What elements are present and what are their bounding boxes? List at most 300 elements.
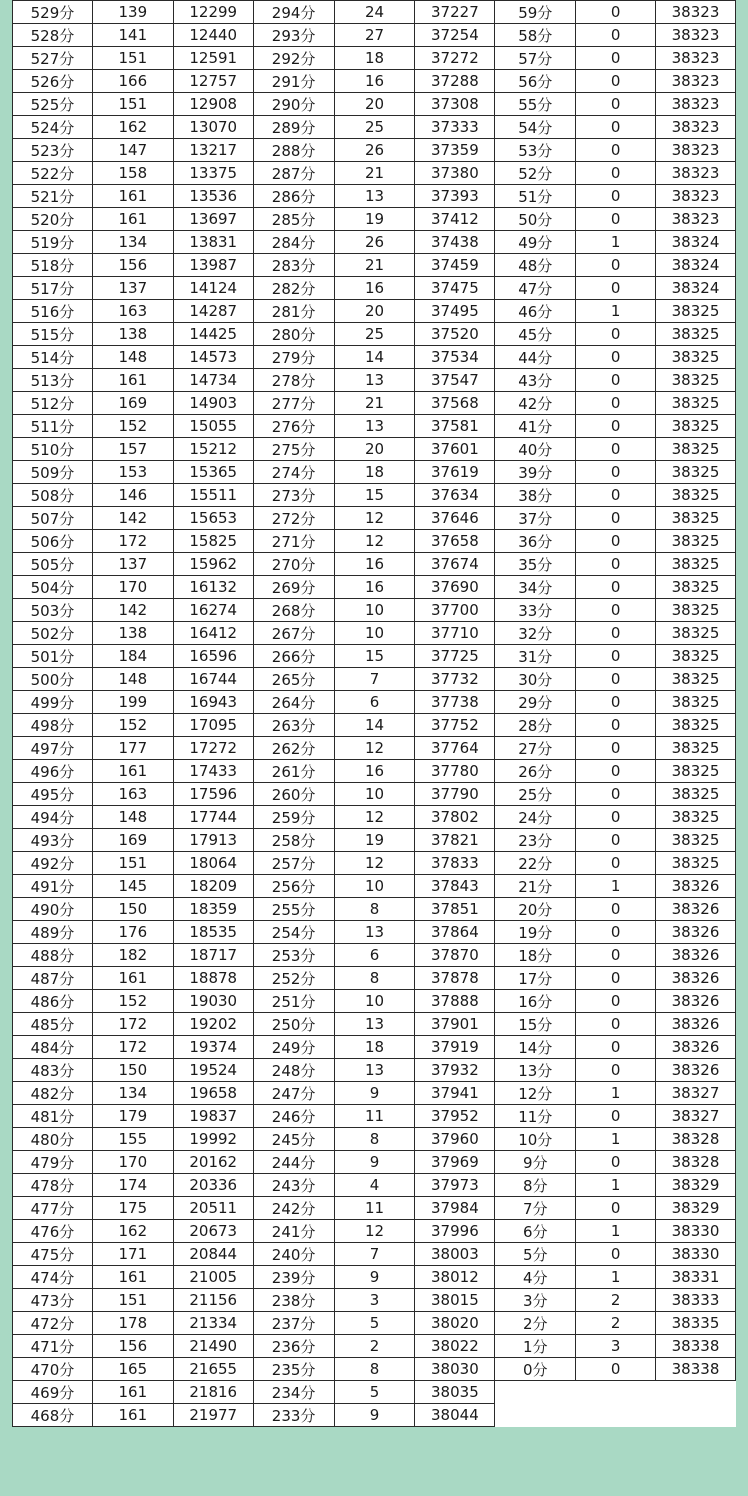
cell-score-c: 54分 <box>495 116 576 139</box>
table-row <box>13 93 736 116</box>
cell-count-a: 163 <box>92 300 173 323</box>
cell-cum-a: 17433 <box>173 760 253 783</box>
table-row <box>13 185 736 208</box>
cell-cum-b: 37821 <box>415 829 495 852</box>
cell-cum-b: 37700 <box>415 599 495 622</box>
cell-score-c: 15分 <box>495 1013 576 1036</box>
cell-cum-c: 38326 <box>656 921 736 944</box>
cell-count-c: 0 <box>576 139 656 162</box>
cell-cum-a: 18209 <box>173 875 253 898</box>
table-row <box>13 231 736 254</box>
cell-score-a: 514分 <box>13 346 93 369</box>
cell-cum-c: 38323 <box>656 208 736 231</box>
cell-score-a: 503分 <box>13 599 93 622</box>
cell-cum-b: 37475 <box>415 277 495 300</box>
cell-count-c: 0 <box>576 1105 656 1128</box>
cell-score-c: 12分 <box>495 1082 576 1105</box>
cell-count-a: 134 <box>92 231 173 254</box>
cell-cum-a: 14734 <box>173 369 253 392</box>
cell-score-c: 11分 <box>495 1105 576 1128</box>
cell-cum-c: 38325 <box>656 553 736 576</box>
cell-count-b: 21 <box>334 392 415 415</box>
cell-count-b: 4 <box>334 1174 415 1197</box>
table-body <box>13 1 736 1427</box>
cell-cum-b: 37412 <box>415 208 495 231</box>
table-row <box>13 116 736 139</box>
cell-cum-b: 38035 <box>415 1381 495 1404</box>
cell-cum-c: 38323 <box>656 24 736 47</box>
table-row <box>13 1197 736 1220</box>
cell-score-b: 235分 <box>253 1358 334 1381</box>
cell-score-c: 35分 <box>495 553 576 576</box>
cell-score-b: 253分 <box>253 944 334 967</box>
cell-count-a: 163 <box>92 783 173 806</box>
cell-count-c: 0 <box>576 852 656 875</box>
cell-count-a: 148 <box>92 806 173 829</box>
cell-cum-a: 15212 <box>173 438 253 461</box>
cell-cum-b: 37634 <box>415 484 495 507</box>
cell-score-a: 491分 <box>13 875 93 898</box>
cell-score-a: 496分 <box>13 760 93 783</box>
cell-count-b: 12 <box>334 530 415 553</box>
cell-count-c: 0 <box>576 277 656 300</box>
cell-score-a: 518分 <box>13 254 93 277</box>
cell-count-c: 0 <box>576 346 656 369</box>
cell-cum-c: 38326 <box>656 1036 736 1059</box>
cell-score-b: 243分 <box>253 1174 334 1197</box>
cell-cum-c: 38330 <box>656 1243 736 1266</box>
cell-count-a: 145 <box>92 875 173 898</box>
cell-cum-b: 37380 <box>415 162 495 185</box>
cell-count-c: 0 <box>576 668 656 691</box>
cell-count-b: 8 <box>334 1128 415 1151</box>
cell-count-b: 16 <box>334 277 415 300</box>
cell-score-a: 490分 <box>13 898 93 921</box>
cell-cum-a: 18717 <box>173 944 253 967</box>
cell-count-b: 10 <box>334 783 415 806</box>
cell-score-c: 18分 <box>495 944 576 967</box>
cell-score-a: 481分 <box>13 1105 93 1128</box>
cell-score-a: 521分 <box>13 185 93 208</box>
cell-score-a: 474分 <box>13 1266 93 1289</box>
cell-cum-a: 13697 <box>173 208 253 231</box>
cell-count-b: 21 <box>334 162 415 185</box>
cell-count-c: 1 <box>576 300 656 323</box>
cell-count-c: 0 <box>576 93 656 116</box>
table-row <box>13 70 736 93</box>
cell-score-c: 45分 <box>495 323 576 346</box>
cell-cum-c: 38325 <box>656 737 736 760</box>
cell-count-c: 0 <box>576 1036 656 1059</box>
cell-score-c: 49分 <box>495 231 576 254</box>
cell-count-c: 1 <box>576 875 656 898</box>
cell-score-c: 9分 <box>495 1151 576 1174</box>
table-row <box>13 1128 736 1151</box>
cell-cum-c: 38328 <box>656 1128 736 1151</box>
cell-count-a: 179 <box>92 1105 173 1128</box>
cell-score-a: 501分 <box>13 645 93 668</box>
cell-cum-a: 20162 <box>173 1151 253 1174</box>
cell-cum-b: 37581 <box>415 415 495 438</box>
cell-score-b: 259分 <box>253 806 334 829</box>
cell-count-b: 25 <box>334 116 415 139</box>
cell-count-c: 0 <box>576 599 656 622</box>
cell-cum-b: 37288 <box>415 70 495 93</box>
cell-cum-b: 37359 <box>415 139 495 162</box>
cell-score-c: 52分 <box>495 162 576 185</box>
cell-score-a: 470分 <box>13 1358 93 1381</box>
cell-count-c: 0 <box>576 645 656 668</box>
cell-score-a: 484分 <box>13 1036 93 1059</box>
cell-score-a: 500分 <box>13 668 93 691</box>
cell-cum-b: 38003 <box>415 1243 495 1266</box>
cell-cum-a: 15365 <box>173 461 253 484</box>
cell-count-b: 14 <box>334 346 415 369</box>
cell-score-a: 515分 <box>13 323 93 346</box>
cell-score-a: 504分 <box>13 576 93 599</box>
cell-cum-c: 38325 <box>656 599 736 622</box>
cell-score-c: 24分 <box>495 806 576 829</box>
cell-score-b: 282分 <box>253 277 334 300</box>
cell-score-b: 252分 <box>253 967 334 990</box>
cell-cum-a: 14573 <box>173 346 253 369</box>
cell-cum-b: 37851 <box>415 898 495 921</box>
cell-cum-c: 38323 <box>656 162 736 185</box>
cell-score-c: 8分 <box>495 1174 576 1197</box>
cell-count-a: 142 <box>92 507 173 530</box>
cell-count-c: 0 <box>576 921 656 944</box>
cell-score-c: 37分 <box>495 507 576 530</box>
cell-cum-a: 19030 <box>173 990 253 1013</box>
cell-score-c: 23分 <box>495 829 576 852</box>
table-row <box>13 714 736 737</box>
cell-count-a: 152 <box>92 714 173 737</box>
cell-score-b: 267分 <box>253 622 334 645</box>
cell-cum-c: 38323 <box>656 47 736 70</box>
cell-cum-b: 37870 <box>415 944 495 967</box>
cell-score-c: 1分 <box>495 1335 576 1358</box>
cell-cum-b: 37952 <box>415 1105 495 1128</box>
cell-count-b: 10 <box>334 622 415 645</box>
cell-cum-a: 13217 <box>173 139 253 162</box>
cell-count-c: 0 <box>576 1059 656 1082</box>
cell-score-b: 283分 <box>253 254 334 277</box>
cell-cum-b: 37960 <box>415 1128 495 1151</box>
cell-score-c: 10分 <box>495 1128 576 1151</box>
cell-score-c: 4分 <box>495 1266 576 1289</box>
cell-score-c: 2分 <box>495 1312 576 1335</box>
cell-cum-c: 38325 <box>656 507 736 530</box>
cell-score-c: 47分 <box>495 277 576 300</box>
cell-cum-c: 38325 <box>656 392 736 415</box>
cell-score-b: 257分 <box>253 852 334 875</box>
table-row <box>13 1358 736 1381</box>
cell-count-b: 12 <box>334 806 415 829</box>
cell-score-c: 56分 <box>495 70 576 93</box>
cell-score-a: 527分 <box>13 47 93 70</box>
cell-cum-a: 21655 <box>173 1358 253 1381</box>
cell-count-a: 184 <box>92 645 173 668</box>
cell-count-c: 0 <box>576 438 656 461</box>
cell-cum-c: 38328 <box>656 1151 736 1174</box>
cell-score-a: 519分 <box>13 231 93 254</box>
cell-cum-b: 37495 <box>415 300 495 323</box>
cell-score-a: 477分 <box>13 1197 93 1220</box>
cell-cum-b: 37438 <box>415 231 495 254</box>
table-row <box>13 1312 736 1335</box>
cell-score-a: 506分 <box>13 530 93 553</box>
cell-count-b: 8 <box>334 898 415 921</box>
cell-score-b: 244分 <box>253 1151 334 1174</box>
cell-cum-b: 37864 <box>415 921 495 944</box>
cell-cum-a: 18535 <box>173 921 253 944</box>
cell-score-a: 508分 <box>13 484 93 507</box>
cell-cum-a: 13070 <box>173 116 253 139</box>
cell-score-c: 34分 <box>495 576 576 599</box>
cell-score-a: 493分 <box>13 829 93 852</box>
cell-count-c: 0 <box>576 553 656 576</box>
score-distribution-sheet <box>12 0 736 1486</box>
cell-score-a: 511分 <box>13 415 93 438</box>
cell-count-a: 138 <box>92 622 173 645</box>
cell-cum-a: 19524 <box>173 1059 253 1082</box>
cell-score-b: 289分 <box>253 116 334 139</box>
cell-count-a: 176 <box>92 921 173 944</box>
cell-score-b: 293分 <box>253 24 334 47</box>
table-row <box>13 990 736 1013</box>
cell-count-b: 9 <box>334 1082 415 1105</box>
cell-score-c: 6分 <box>495 1220 576 1243</box>
cell-score-c: 21分 <box>495 875 576 898</box>
cell-count-c: 2 <box>576 1289 656 1312</box>
cell-count-b: 21 <box>334 254 415 277</box>
cell-cum-b: 38020 <box>415 1312 495 1335</box>
cell-count-b: 14 <box>334 714 415 737</box>
cell-cum-c: 38323 <box>656 1 736 24</box>
cell-cum-c: 38325 <box>656 346 736 369</box>
cell-score-a: 510分 <box>13 438 93 461</box>
table-row <box>13 1 736 24</box>
cell-cum-a: 14425 <box>173 323 253 346</box>
table-row <box>13 967 736 990</box>
table-row <box>13 415 736 438</box>
cell-cum-b: 37333 <box>415 116 495 139</box>
cell-score-c: 3分 <box>495 1289 576 1312</box>
cell-cum-a: 20511 <box>173 1197 253 1220</box>
cell-count-c: 0 <box>576 507 656 530</box>
cell-score-b: 245分 <box>253 1128 334 1151</box>
cell-cum-b: 37901 <box>415 1013 495 1036</box>
table-row <box>13 162 736 185</box>
cell-count-c: 0 <box>576 1358 656 1381</box>
cell-cum-b: 37932 <box>415 1059 495 1082</box>
cell-score-b: 294分 <box>253 1 334 24</box>
cell-score-b: 263分 <box>253 714 334 737</box>
cell-score-b: 261分 <box>253 760 334 783</box>
cell-cum-b: 37996 <box>415 1220 495 1243</box>
cell-count-b: 26 <box>334 139 415 162</box>
cell-score-a: 512分 <box>13 392 93 415</box>
cell-score-b: 238分 <box>253 1289 334 1312</box>
table-row <box>13 944 736 967</box>
cell-count-b: 7 <box>334 1243 415 1266</box>
cell-score-a: 520分 <box>13 208 93 231</box>
table-row <box>13 737 736 760</box>
cell-score-c: 16分 <box>495 990 576 1013</box>
cell-cum-a: 20844 <box>173 1243 253 1266</box>
cell-count-a: 156 <box>92 254 173 277</box>
cell-count-c: 0 <box>576 461 656 484</box>
cell-cum-c: 38325 <box>656 852 736 875</box>
cell-count-a: 174 <box>92 1174 173 1197</box>
cell-score-c: 19分 <box>495 921 576 944</box>
table-row <box>13 47 736 70</box>
cell-count-b: 6 <box>334 691 415 714</box>
cell-cum-c: 38338 <box>656 1335 736 1358</box>
cell-count-c: 0 <box>576 47 656 70</box>
cell-cum-a: 12591 <box>173 47 253 70</box>
cell-count-c: 0 <box>576 967 656 990</box>
cell-score-b: 284分 <box>253 231 334 254</box>
cell-cum-c: 38323 <box>656 93 736 116</box>
table-row <box>13 139 736 162</box>
cell-cum-a: 17744 <box>173 806 253 829</box>
cell-score-c: 27分 <box>495 737 576 760</box>
cell-cum-a: 17913 <box>173 829 253 852</box>
cell-count-b: 12 <box>334 1220 415 1243</box>
cell-count-c: 0 <box>576 737 656 760</box>
cell-score-b: 281分 <box>253 300 334 323</box>
table-row <box>13 507 736 530</box>
cell-cum-a: 16943 <box>173 691 253 714</box>
cell-count-b: 20 <box>334 300 415 323</box>
cell-count-a: 165 <box>92 1358 173 1381</box>
table-row <box>13 1059 736 1082</box>
cell-count-a: 161 <box>92 760 173 783</box>
cell-score-a: 499分 <box>13 691 93 714</box>
table-row <box>13 346 736 369</box>
cell-cum-b: 37878 <box>415 967 495 990</box>
cell-cum-c: 38326 <box>656 1059 736 1082</box>
cell-score-b: 276分 <box>253 415 334 438</box>
cell-cum-a: 21977 <box>173 1404 253 1427</box>
cell-cum-c: 38338 <box>656 1358 736 1381</box>
cell-score-a: 486分 <box>13 990 93 1013</box>
cell-count-b: 24 <box>334 1 415 24</box>
cell-count-b: 27 <box>334 24 415 47</box>
cell-score-a: 513分 <box>13 369 93 392</box>
cell-score-c: 46分 <box>495 300 576 323</box>
cell-score-c: 40分 <box>495 438 576 461</box>
cell-cum-a: 19202 <box>173 1013 253 1036</box>
cell-score-c: 20分 <box>495 898 576 921</box>
cell-score-b: 278分 <box>253 369 334 392</box>
cell-count-a: 134 <box>92 1082 173 1105</box>
cell-cum-c <box>656 1404 736 1427</box>
cell-count-a: 152 <box>92 990 173 1013</box>
cell-score-a: 487分 <box>13 967 93 990</box>
cell-count-b: 11 <box>334 1105 415 1128</box>
cell-score-a: 494分 <box>13 806 93 829</box>
table-row <box>13 1404 736 1427</box>
cell-count-b: 19 <box>334 829 415 852</box>
table-row <box>13 898 736 921</box>
cell-cum-a: 12299 <box>173 1 253 24</box>
cell-cum-c: 38323 <box>656 185 736 208</box>
cell-count-b: 10 <box>334 599 415 622</box>
cell-count-b: 13 <box>334 185 415 208</box>
cell-count-c: 0 <box>576 622 656 645</box>
cell-count-a: 152 <box>92 415 173 438</box>
table-row <box>13 1243 736 1266</box>
cell-score-a: 480分 <box>13 1128 93 1151</box>
cell-count-a: 151 <box>92 1289 173 1312</box>
cell-count-b: 15 <box>334 645 415 668</box>
cell-cum-b: 37619 <box>415 461 495 484</box>
cell-count-c: 0 <box>576 116 656 139</box>
cell-count-b: 18 <box>334 47 415 70</box>
cell-cum-a: 21156 <box>173 1289 253 1312</box>
cell-score-b: 266分 <box>253 645 334 668</box>
table-row <box>13 691 736 714</box>
cell-score-c: 55分 <box>495 93 576 116</box>
cell-cum-c: 38335 <box>656 1312 736 1335</box>
cell-count-b: 15 <box>334 484 415 507</box>
cell-score-c: 29分 <box>495 691 576 714</box>
cell-cum-b: 37941 <box>415 1082 495 1105</box>
cell-count-c <box>576 1404 656 1427</box>
cell-cum-b: 37534 <box>415 346 495 369</box>
cell-score-b: 265分 <box>253 668 334 691</box>
cell-score-a: 483分 <box>13 1059 93 1082</box>
cell-cum-b: 37725 <box>415 645 495 668</box>
cell-cum-a: 18878 <box>173 967 253 990</box>
cell-score-c: 58分 <box>495 24 576 47</box>
cell-score-a: 472分 <box>13 1312 93 1335</box>
table-row <box>13 829 736 852</box>
cell-count-c: 0 <box>576 1197 656 1220</box>
cell-cum-b: 37780 <box>415 760 495 783</box>
cell-score-b: 279分 <box>253 346 334 369</box>
table-row <box>13 760 736 783</box>
cell-score-b: 237分 <box>253 1312 334 1335</box>
cell-cum-c: 38333 <box>656 1289 736 1312</box>
cell-cum-a: 14287 <box>173 300 253 323</box>
cell-count-b: 16 <box>334 553 415 576</box>
cell-count-b: 16 <box>334 760 415 783</box>
cell-count-b: 20 <box>334 438 415 461</box>
cell-cum-a: 15653 <box>173 507 253 530</box>
cell-count-c: 0 <box>576 392 656 415</box>
cell-cum-a: 16132 <box>173 576 253 599</box>
cell-score-b: 241分 <box>253 1220 334 1243</box>
cell-score-b: 291分 <box>253 70 334 93</box>
cell-count-c: 3 <box>576 1335 656 1358</box>
table-row <box>13 24 736 47</box>
cell-count-b: 9 <box>334 1266 415 1289</box>
cell-count-a: 199 <box>92 691 173 714</box>
cell-score-b: 270分 <box>253 553 334 576</box>
cell-score-a: 509分 <box>13 461 93 484</box>
cell-score-b: 260分 <box>253 783 334 806</box>
cell-cum-c: 38323 <box>656 70 736 93</box>
cell-score-b: 271分 <box>253 530 334 553</box>
cell-count-c: 0 <box>576 208 656 231</box>
cell-count-a: 147 <box>92 139 173 162</box>
cell-count-a: 137 <box>92 553 173 576</box>
cell-count-c: 1 <box>576 1174 656 1197</box>
cell-cum-a: 19374 <box>173 1036 253 1059</box>
